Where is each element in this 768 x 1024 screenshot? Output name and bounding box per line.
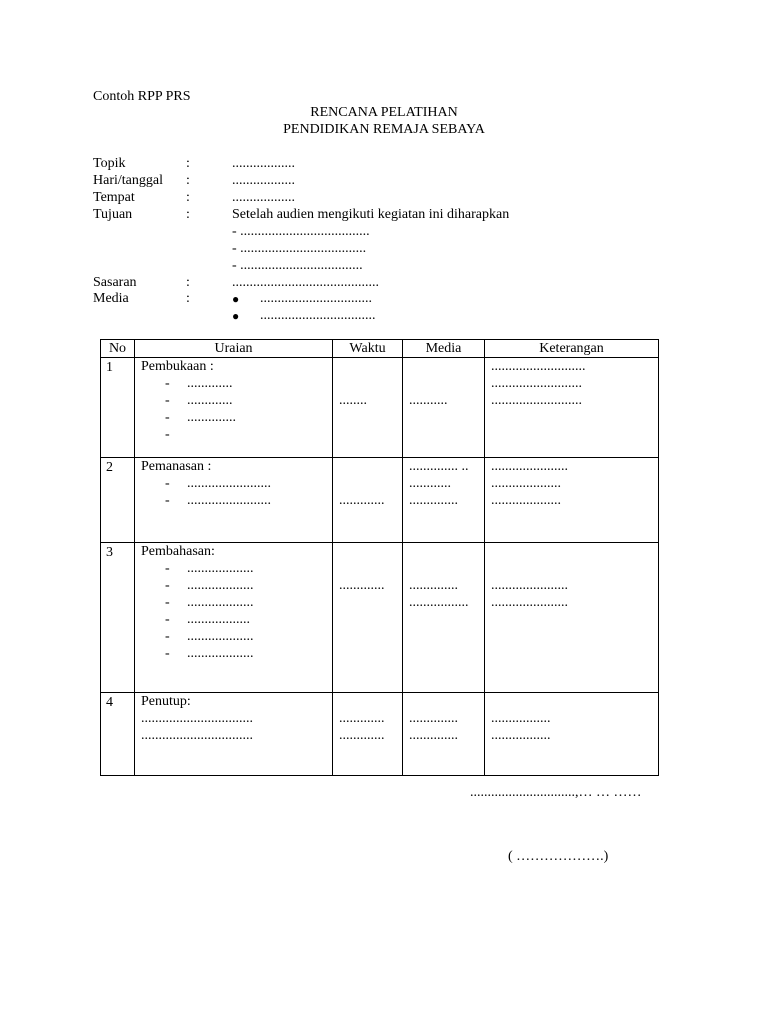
field-label-tempat: Tempat [93, 190, 135, 205]
keterangan-cell: ........................... .......................... .......................... [485, 358, 659, 458]
rpp-table [100, 339, 659, 776]
row-title: Penutup: [141, 694, 191, 709]
list-item: - ........................ [165, 493, 271, 508]
media-item: ................................ [260, 291, 372, 306]
media-cell: .............. .. ............ .............. [403, 458, 485, 543]
list-item: - ................... [165, 595, 254, 610]
list-item: - ........................ [165, 476, 271, 491]
keterangan-cell: ...................... ...................... [485, 543, 659, 693]
table-row [101, 543, 659, 693]
waktu-cell: ............. ............. [333, 693, 403, 776]
field-label-tujuan: Tujuan [93, 207, 133, 222]
field-value-hari: .................. [232, 173, 295, 188]
row-number: 4 [101, 693, 135, 776]
list-item: - .............. [165, 410, 236, 425]
table-header-row [101, 340, 659, 358]
media-cell: ........... [403, 358, 485, 458]
uraian-cell [135, 458, 333, 543]
field-colon: : [186, 207, 190, 222]
field-value-sasaran: .......................................... [232, 275, 379, 290]
title-line-1: RENCANA PELATIHAN [310, 105, 458, 120]
header-label: Contoh RPP PRS [93, 89, 191, 104]
list-item: - ................... [165, 578, 254, 593]
waktu-cell: ........ [333, 358, 403, 458]
keterangan-cell: ................. ................. [485, 693, 659, 776]
table-row [101, 458, 659, 543]
uraian-cell [135, 543, 333, 693]
header-waktu: Waktu [333, 340, 403, 358]
header-keterangan: Keterangan [485, 340, 659, 358]
row-number: 3 [101, 543, 135, 693]
list-item: - ............. [165, 393, 233, 408]
keterangan-cell: ...................... .................... .................... [485, 458, 659, 543]
title-line-2: PENDIDIKAN REMAJA SEBAYA [283, 122, 485, 137]
table-row [101, 693, 659, 776]
field-value-tujuan: Setelah audien mengikuti kegiatan ini diharapkan [232, 207, 510, 222]
row-number: 1 [101, 358, 135, 458]
list-item: - [165, 427, 170, 442]
field-value-tempat: .................. [232, 190, 295, 205]
media-cell: .............. .............. [403, 693, 485, 776]
place-date: ..............................,… … …… [470, 785, 642, 800]
field-label-hari: Hari/tanggal [93, 173, 163, 188]
field-colon: : [186, 190, 190, 205]
media-item: ................................. [260, 308, 376, 323]
field-label-topik: Topik [93, 156, 126, 171]
field-label-media: Media [93, 291, 129, 306]
header-uraian: Uraian [135, 340, 333, 358]
bullet-icon: ● [232, 309, 240, 323]
list-item: - ................... [165, 646, 254, 661]
waktu-cell: ............. [333, 543, 403, 693]
row-title: Pembukaan : [141, 359, 214, 374]
row-title: Pemanasan : [141, 459, 212, 474]
field-colon: : [186, 275, 190, 290]
table-row [101, 358, 659, 458]
row-title: Pembahasan: [141, 544, 215, 559]
header-media: Media [403, 340, 485, 358]
list-item: - ................... [165, 561, 254, 576]
header-no: No [101, 340, 135, 358]
tujuan-item: - ................................... [232, 258, 363, 273]
tujuan-item: - ..................................... [232, 224, 370, 239]
uraian-cell: Penutup: ................................ ................................ [135, 693, 333, 776]
list-item: - ............. [165, 376, 233, 391]
row-number: 2 [101, 458, 135, 543]
tujuan-item: - .................................... [232, 241, 367, 256]
signature-line: ( ……………….) [508, 849, 609, 864]
field-colon: : [186, 156, 190, 171]
list-item: - .................. [165, 612, 250, 627]
field-colon: : [186, 291, 190, 306]
list-item: - ................... [165, 629, 254, 644]
field-colon: : [186, 173, 190, 188]
uraian-cell [135, 358, 333, 458]
waktu-cell: ............. [333, 458, 403, 543]
field-value-topik: .................. [232, 156, 295, 171]
field-label-sasaran: Sasaran [93, 275, 137, 290]
media-cell: .............. ................. [403, 543, 485, 693]
bullet-icon: ● [232, 292, 240, 306]
